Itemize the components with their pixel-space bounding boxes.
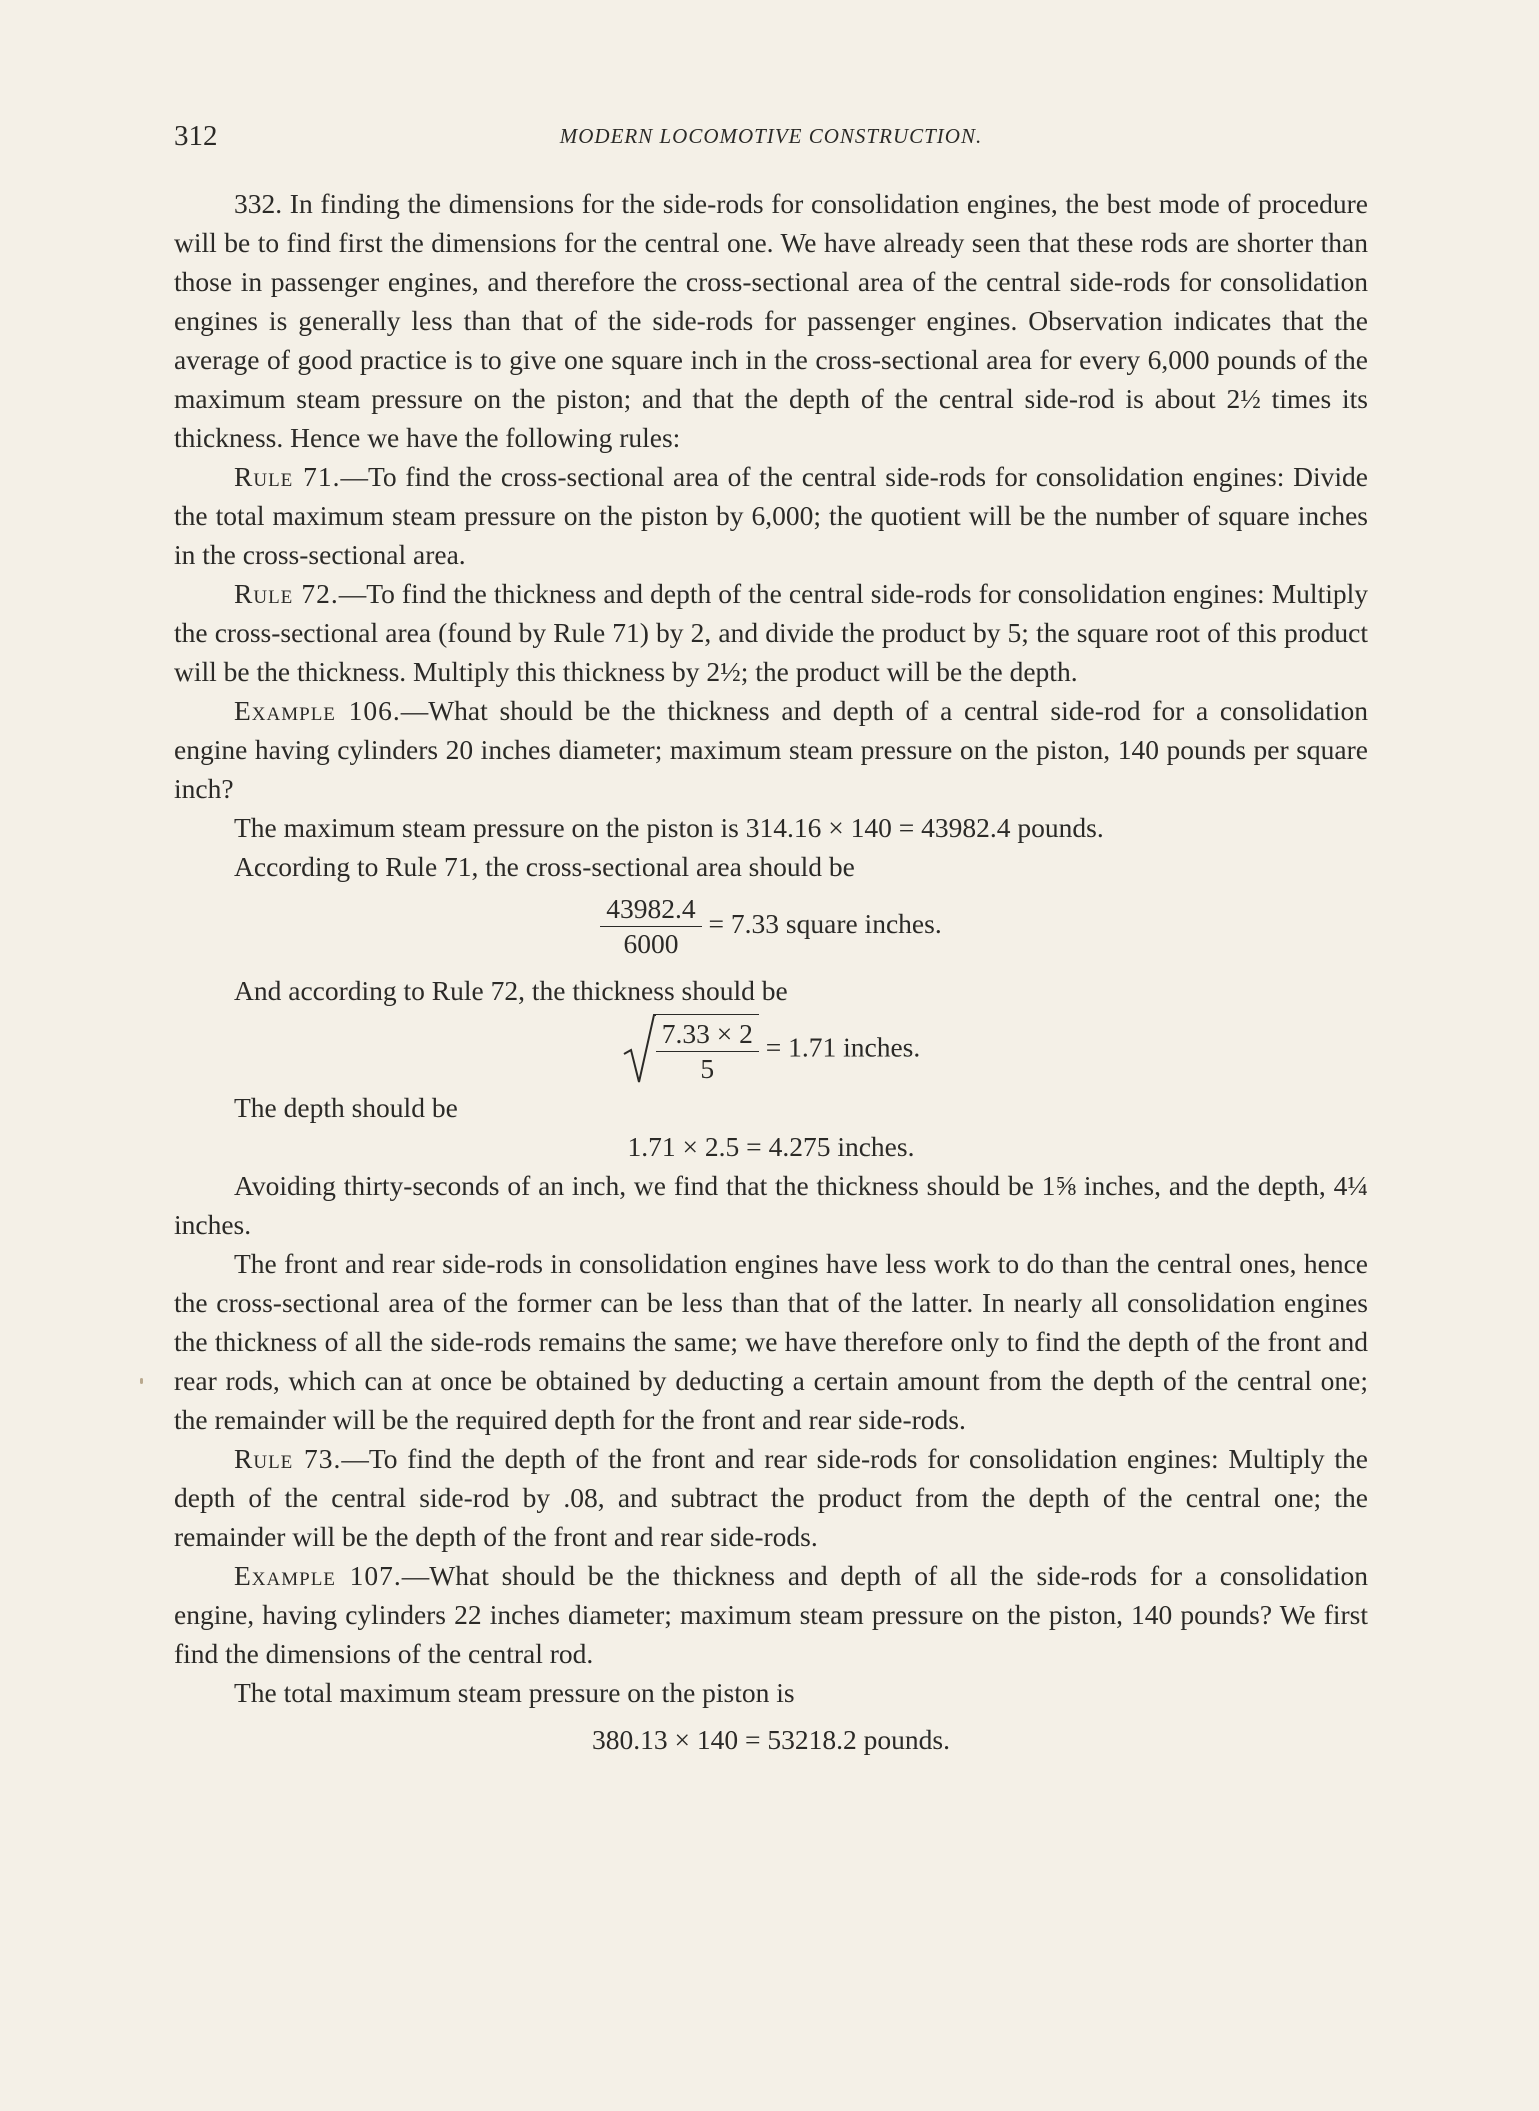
area-denominator: 6000 — [623, 928, 679, 959]
rule-72 — [174, 574, 1368, 691]
rule-71-label: Rule 71. — [234, 461, 341, 492]
paper-speck — [140, 1378, 143, 1384]
thickness-equation — [174, 1014, 1368, 1086]
depth-block — [174, 1088, 1368, 1166]
depth-label: The depth should be — [234, 1092, 458, 1123]
rule-72-text: —To find the thickness and depth of the central side-rods for consolidation engines: Multiply the cross-sectional area (found by Rule 71) by 2, and divide the product by 5; the square root of this product will be the thickness. Multiply this thickness by 2½; the product will be the depth. — [174, 578, 1368, 687]
total-pressure-line: The total maximum steam pressure on the piston is — [234, 1677, 795, 1708]
thickness-numerator: 7.33 × 2 — [656, 1017, 759, 1052]
rule-71 — [174, 457, 1368, 574]
depth-equation: 1.71 × 2.5 = 4.275 inches. — [627, 1131, 915, 1162]
area-equation — [174, 892, 1368, 961]
example-106-label: Example 106. — [234, 695, 401, 726]
square-root — [622, 1014, 759, 1086]
page-body — [174, 184, 1368, 1759]
example-106-text: —What should be the thickness and depth of a central side-rod for a consolidation engine having cylinders 20 inches diameter; maximum steam pressure on the piston, 140 pounds per square inch? — [174, 695, 1368, 804]
rule-73 — [174, 1439, 1368, 1556]
rule-73-text: —To find the depth of the front and rear side-rods for consolidation engines: Multiply the depth of the central side-rod by .08, and subtract the product from the depth of the central one; the remainder will be the depth of the front and rear side-rods. — [174, 1443, 1368, 1552]
rule-71-text: —To find the cross-sectional area of the central side-rods for consolidation engines: Divide the total maximum steam pressure on the piston by 6,000; the quotient will be the number of square inches in the cross-sectional area. — [174, 461, 1368, 570]
area-numerator: 43982.4 — [600, 892, 701, 927]
rule-72-label: Rule 72. — [234, 578, 339, 609]
radical-sign-icon — [622, 1014, 656, 1086]
page-number: 312 — [174, 120, 218, 152]
page-header — [174, 120, 1368, 160]
total-pressure-equation: 380.13 × 140 = 53218.2 pounds. — [592, 1724, 950, 1755]
thickness-denominator: 5 — [700, 1053, 715, 1084]
example-107 — [174, 1556, 1368, 1673]
rule-73-label: Rule 73. — [234, 1443, 342, 1474]
example-106 — [174, 691, 1368, 808]
example-107-text: —What should be the thickness and depth of all the side-rods for a consolidation engine, having cylinders 22 inches diameter; maximum steam pressure on the piston, 140 pounds? We first find the dimensions of the central rod. — [174, 1560, 1368, 1669]
thickness-result: = 1.71 inches. — [765, 1031, 921, 1063]
max-pressure-line: The maximum steam pressure on the piston is 314.16 × 140 = 43982.4 pounds. — [234, 812, 1104, 843]
example-107-label: Example 107. — [234, 1560, 402, 1591]
rule-71-area-line: According to Rule 71, the cross-sectional area should be — [234, 851, 855, 882]
running-title: MODERN LOCOMOTIVE CONSTRUCTION. — [559, 124, 983, 148]
paragraph-332: 332. In finding the dimensions for the side-rods for consolidation engines, the best mode of procedure will be to find first the dimensions for the central one. We have already seen that these rods are shorter than those in passenger engines, and therefore the cross-sectional area of the central side-rods for consolidation engines is generally less than that of the side-rods for passenger engines. Observation indicates that the average of good practice is to give one square inch in the cross-sectional area for every 6,000 pounds of the maximum steam pressure on the piston; and that the depth of the central side-rod is about 2½ times its thickness. Hence we have the following rules: — [174, 188, 1368, 453]
radicand — [656, 1014, 759, 1086]
thickness-fraction — [656, 1017, 759, 1086]
rule-72-thickness-line: And according to Rule 72, the thickness should be — [234, 975, 788, 1006]
area-result: = 7.33 square inches. — [708, 907, 942, 939]
front-rear-paragraph: The front and rear side-rods in consolidation engines have less work to do than the central ones, hence the cross-sectional area of the former can be less than that of the latter. In nearly all consolidation engines the thickness of all the side-rods remains the same; we have therefore only to find the depth of the front and rear rods, which can at once be obtained by deducting a certain amount from the depth of the central one; the remainder will be the required depth for the front and rear side-rods. — [174, 1248, 1368, 1435]
area-fraction — [600, 892, 701, 961]
avoiding-paragraph: Avoiding thirty-seconds of an inch, we find that the thickness should be 1⅝ inches, and the depth, 4¼ inches. — [174, 1170, 1368, 1240]
